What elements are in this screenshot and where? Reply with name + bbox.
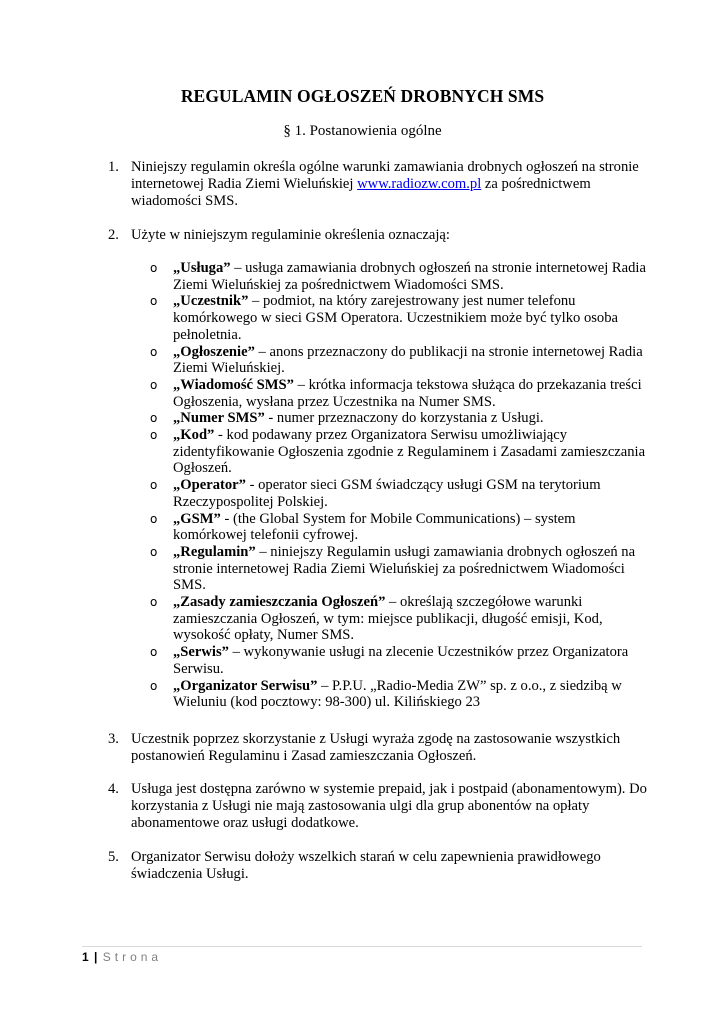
bullet-icon: o	[150, 645, 158, 660]
list-item	[150, 544, 650, 594]
bullet-icon: o	[150, 478, 158, 493]
definition-desc: - numer przeznaczony do korzystania z Usługi.	[264, 410, 544, 427]
list-item	[150, 293, 650, 343]
page-title: REGULAMIN OGŁOSZEŃ DROBNYCH SMS	[180, 86, 545, 106]
definition-desc: - kod podawany przez Organizatora Serwisu umożliwiający zidentyfikowanie Ogłoszenia zgodnie z Regulaminem i Zasadami zamieszczania Ogłoszeń.	[173, 427, 646, 477]
list-item	[150, 377, 650, 410]
paragraph-text: Uczestnik poprzez skorzystanie z Usługi wyraża zgodę na zastosowanie wszystkich postanowień Regulaminu i Zasad zamieszczania Ogłoszeń.	[131, 731, 621, 764]
website-link[interactable]: www.radiozw.com.pl	[357, 176, 482, 192]
definition-term: „Regulamin”	[173, 543, 256, 560]
bullet-icon: o	[150, 294, 158, 309]
definition-desc: – wykonywanie usługi na zlecenie Uczestników przez Organizatora Serwisu.	[173, 644, 629, 677]
paragraph-1	[108, 159, 648, 210]
list-item	[150, 644, 650, 677]
paragraph-text: Użyte w niniejszym regulaminie określenia oznaczają:	[131, 227, 450, 243]
list-item	[150, 511, 650, 544]
definition-desc: – usługa zamawiania drobnych ogłoszeń na stronie internetowej Radia Ziemi Wieluńskiej za pośrednictwem Wiadomości SMS.	[173, 260, 646, 293]
list-item	[150, 260, 650, 293]
page-footer	[82, 950, 162, 964]
definition-desc: – niniejszy Regulamin usługi zamawiania drobnych ogłoszeń na stronie internetowej Radia Ziemi Wieluńskiej za pośrednictwem Wiadomości SMS.	[173, 543, 636, 594]
bullet-icon: o	[150, 544, 158, 559]
list-item	[150, 344, 650, 377]
section-heading: § 1. Postanowienia ogólne	[283, 123, 442, 139]
definition-desc: – krótka informacja tekstowa służąca do przekazania treści Ogłoszenia, wysłana przez Uczestnika na Numer SMS.	[173, 376, 642, 410]
definition-desc: – podmiot, na który zarejestrowany jest numer telefonu komórkowego w sieci GSM Operatora. Uczestnikiem może być tylko osoba pełnoletnia.	[173, 293, 619, 343]
bullet-icon: o	[150, 678, 158, 693]
bullet-icon: o	[150, 261, 158, 275]
footer-divider	[82, 946, 642, 947]
bullet-icon: o	[150, 511, 158, 526]
definition-term: „Serwis”	[173, 644, 229, 661]
definitions-list	[150, 260, 650, 711]
paragraph-3	[108, 731, 648, 765]
definition-term: „Kod”	[173, 427, 215, 444]
definition-term: „Wiadomość SMS”	[173, 376, 294, 393]
list-item	[150, 427, 650, 477]
bullet-icon: o	[150, 411, 158, 426]
bullet-icon: o	[150, 595, 158, 610]
definition-desc: – określają szczegółowe warunki zamieszczania Ogłoszeń, w tym: miejsce publikacji, długość emisji, Kod, wysokość opłaty, Numer SMS.	[173, 594, 603, 644]
bullet-icon: o	[150, 428, 158, 443]
paragraph-number: 5.	[108, 849, 119, 865]
paragraph-number: 2.	[108, 227, 119, 243]
paragraph-number: 1.	[108, 159, 119, 175]
paragraph-text	[131, 159, 648, 210]
definition-term: „Zasady zamieszczania Ogłoszeń”	[173, 594, 386, 611]
footer-separator: |	[94, 950, 98, 964]
paragraph-number: 3.	[108, 731, 119, 747]
definition-desc: - operator sieci GSM świadczący usługi GSM na terytorium Rzeczypospolitej Polskiej.	[173, 477, 601, 510]
definition-term: „Ogłoszenie”	[173, 343, 255, 360]
page-label: Strona	[102, 950, 163, 964]
paragraph-text: Usługa jest dostępna zarówno w systemie prepaid, jak i postpaid (abonamentowym). Do korzystania z Usługi nie mają zastosowania ulgi dla grup abonentów na opłaty abonamentowe oraz usługi dodatkowe.	[131, 781, 647, 831]
paragraph-text-part: Niniejszy regulamin określa ogólne warunki zamawiania drobnych ogłoszeń na stronie internetowej Radia Ziemi Wieluńskiej	[131, 159, 639, 192]
paragraph-4	[108, 781, 648, 832]
list-item	[150, 594, 650, 644]
list-item	[150, 410, 650, 427]
bullet-icon: o	[150, 377, 158, 392]
paragraph-5	[108, 849, 648, 883]
definition-term: „Operator”	[173, 477, 246, 494]
definition-term: „Organizator Serwisu”	[173, 677, 318, 694]
definition-desc: - (the Global System for Mobile Communications) – system komórkowej telefonii cyfrowej.	[173, 510, 576, 544]
paragraph-text: Organizator Serwisu dołoży wszelkich starań w celu zapewnienia prawidłowego świadczenia Usługi.	[131, 849, 601, 882]
bullet-icon: o	[150, 344, 158, 359]
page-number: 1	[82, 950, 89, 964]
paragraph-number: 4.	[108, 781, 119, 797]
definition-term: „Usługa”	[173, 260, 231, 276]
definition-desc: – anons przeznaczony do publikacji na stronie internetowej Radia Ziemi Wieluńskiej.	[173, 343, 643, 377]
paragraph-2	[108, 227, 648, 244]
definition-term: „Numer SMS”	[173, 410, 265, 427]
list-item	[150, 477, 650, 510]
definition-desc: – P.P.U. „Radio-Media ZW” sp. z o.o., z siedzibą w Wieluniu (kod pocztowy: 98-300) ul. Kilińskiego 23	[173, 677, 622, 711]
list-item	[150, 678, 650, 711]
definition-term: „GSM”	[173, 510, 221, 527]
paragraph-text-part: za pośrednictwem wiadomości SMS.	[131, 176, 591, 209]
definition-term: „Uczestnik”	[173, 293, 249, 310]
